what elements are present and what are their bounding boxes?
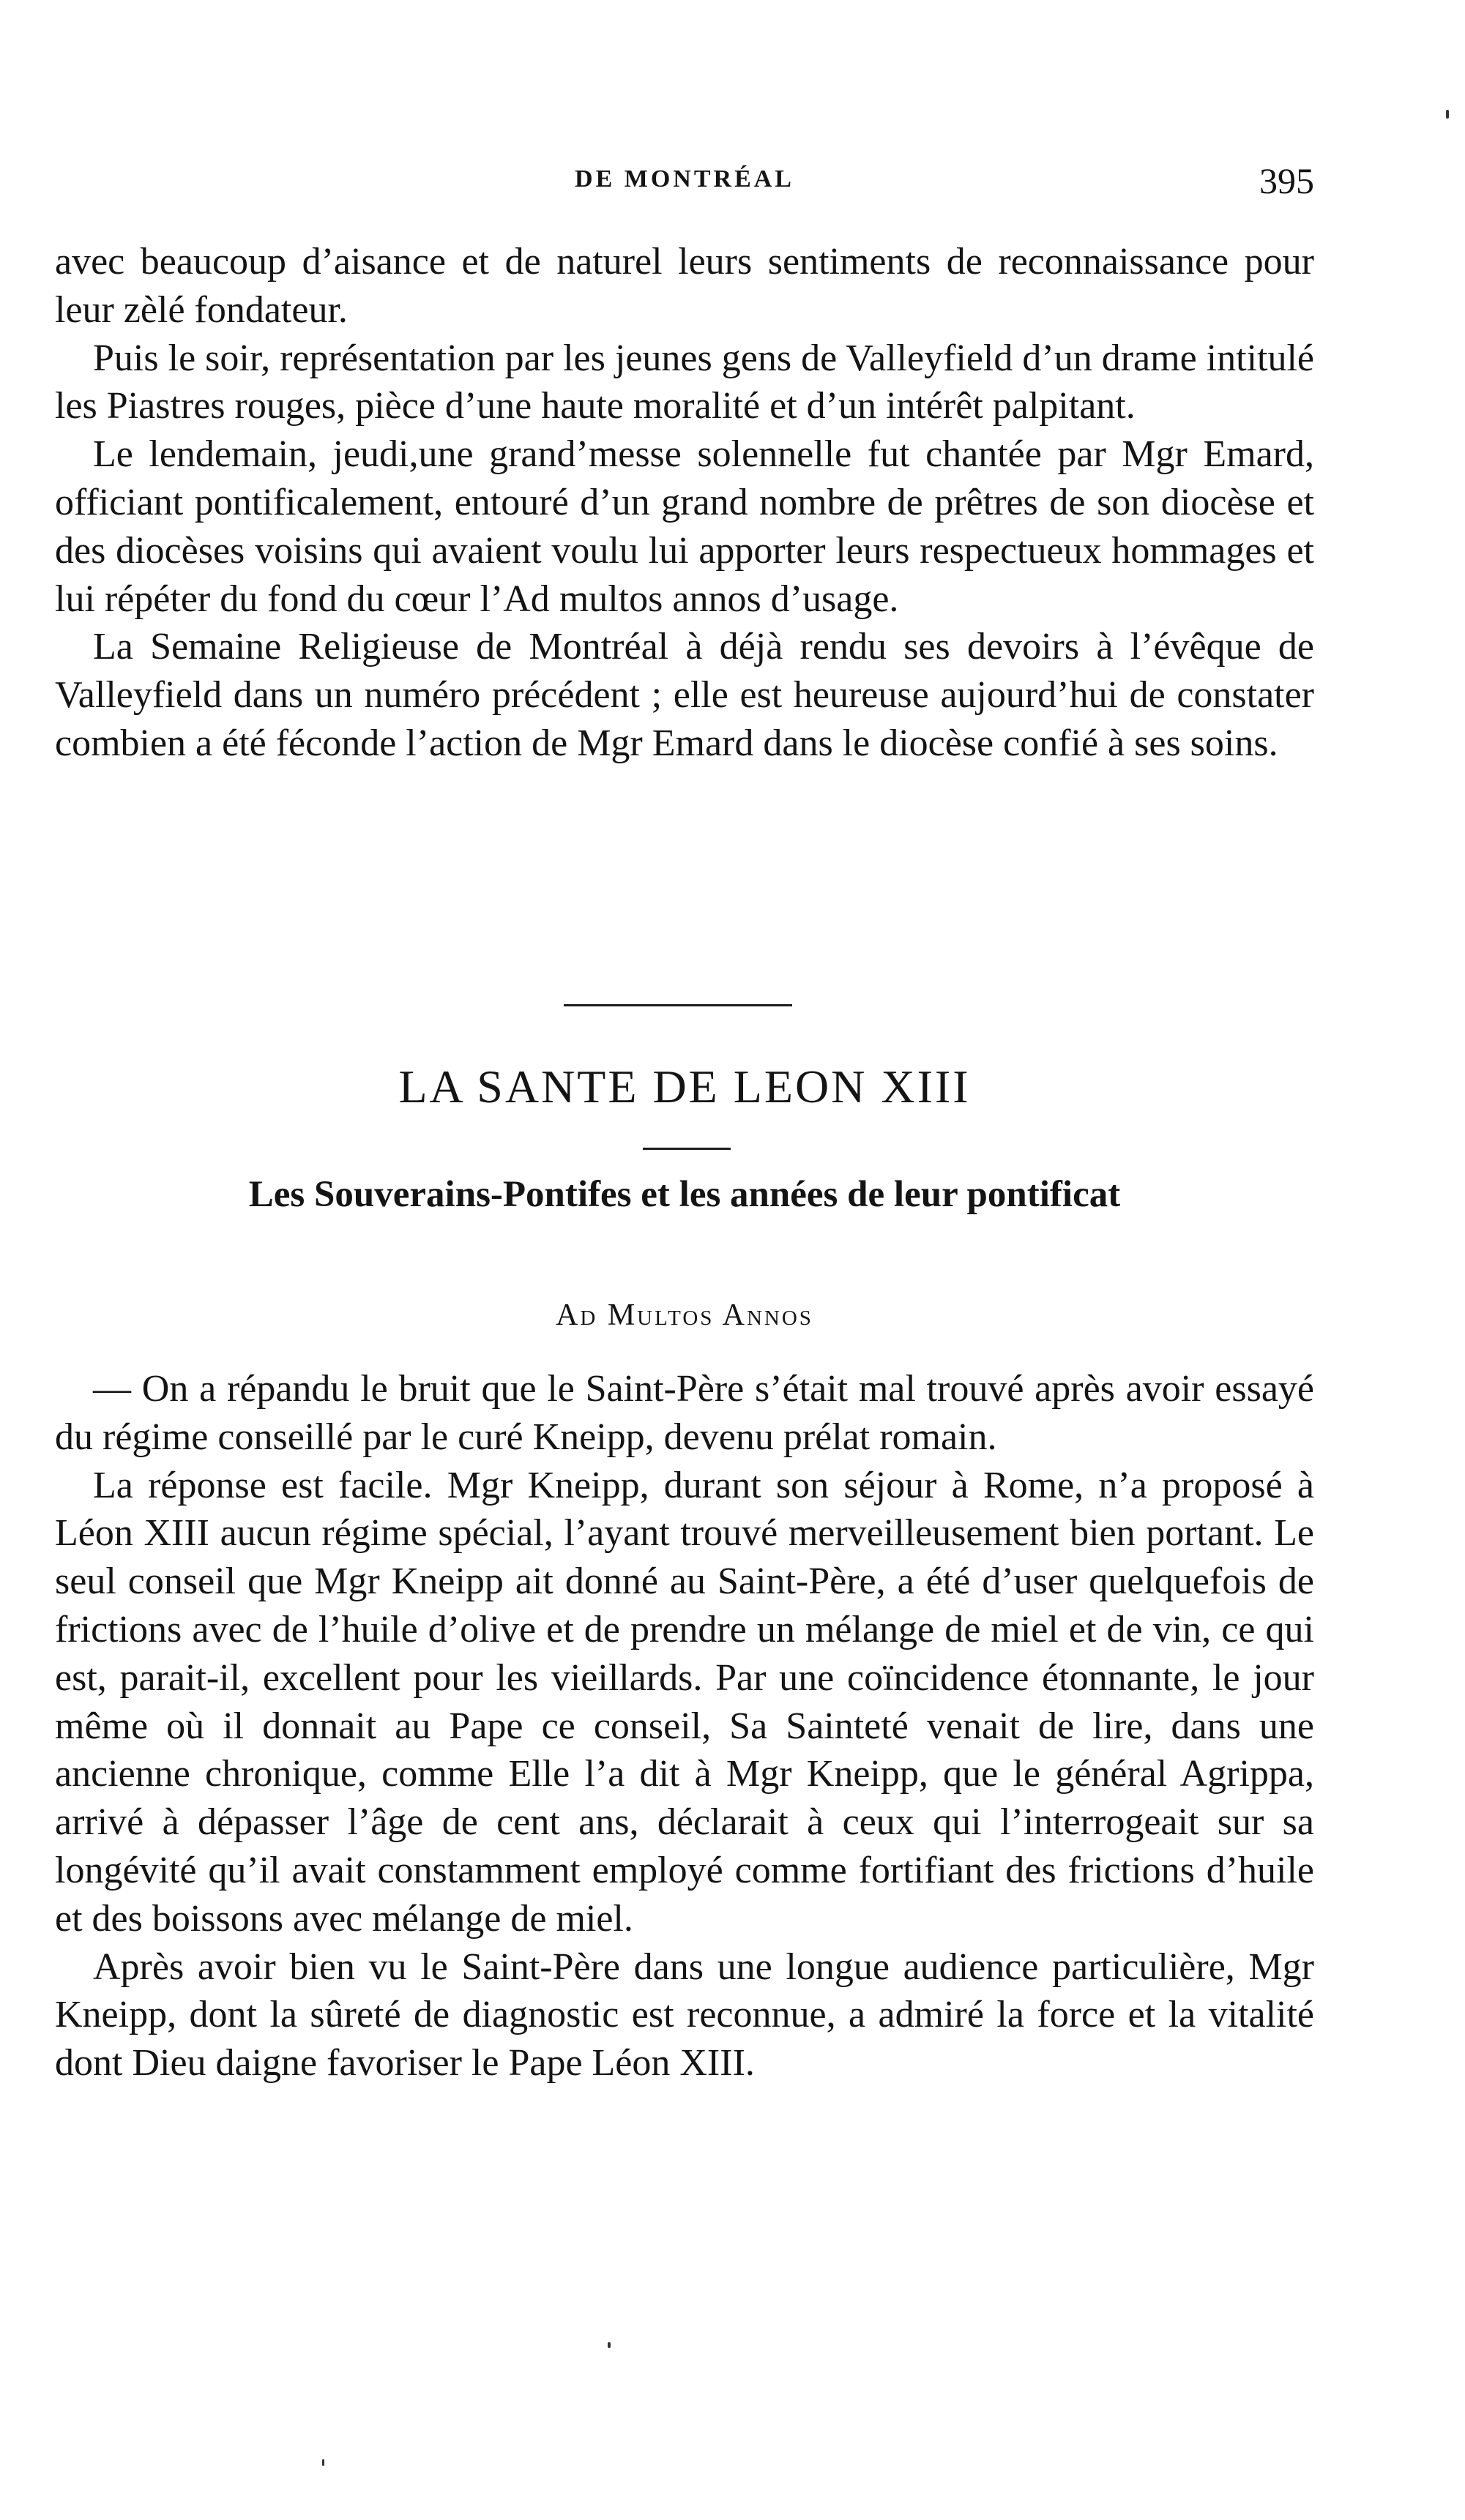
paragraph: Puis le soir, représentation par les jeunes gens de Valleyfield d’un drame intitulé les Piastres rouges, pièce d’une haute moralité et d’un intérêt palpitant.: [55, 337, 1314, 427]
scan-speck: [608, 2342, 611, 2348]
paragraph: Après avoir bien vu le Saint-Père dans une longue audience particulière, Mgr Kneipp, dont la sûreté de diagnostic est reconnue, a admiré la force et la vitalité dont Dieu daigne favoriser le Pape Léon XIII.: [55, 1945, 1314, 2085]
first-section: [55, 238, 1314, 768]
paragraph: La Semaine Religieuse de Montréal à déjà rendu ses devoirs à l’évêque de Valleyfield dans un numéro précédent ; elle est heureuse aujourd’hui de constater combien a été féconde l’action de Mgr Emard dans le diocèse confié à ses soins.: [55, 626, 1314, 764]
title-rule: [643, 1148, 731, 1150]
scan-speck: [322, 2459, 324, 2466]
paragraph: — On a répandu le bruit que le Saint-Père s’était mal trouvé après avoir essayé du régime conseillé par le curé Kneipp, devenu prélat romain.: [55, 1368, 1314, 1458]
running-head: [55, 160, 1314, 203]
section-divider: [564, 1004, 792, 1006]
running-head-title: DE MONTRÉAL: [575, 165, 794, 192]
paragraph: avec beaucoup d’aisance et de naturel leurs sentiments de reconnaissance pour leur zèlé fondateur.: [55, 241, 1314, 331]
epigraph: Ad Multos Annos: [556, 1298, 813, 1332]
article-subtitle: Les Souverains-Pontifes et les années de leur pontificat: [248, 1174, 1121, 1215]
article-body: [55, 1365, 1314, 2087]
paragraph: Le lendemain, jeudi,une grand’messe solennelle fut chantée par Mgr Emard, officiant pontificalement, entouré d’un grand nombre de prêtres de son diocèse et des diocèses voisins qui avaient voulu lui apporter leurs respectueux hommages et lui répéter du fond du cœur l’Ad multos annos d’usage.: [55, 433, 1314, 620]
scan-speck: [1446, 110, 1449, 119]
paragraph: La réponse est facile. Mgr Kneipp, durant son séjour à Rome, n’a proposé à Léon XIII aucun régime spécial, l’ayant trouvé merveilleusement bien portant. Le seul conseil que Mgr Kneipp ait donné au Saint-Père, a été d’user quelquefois de frictions avec de l’huile d’olive et de prendre un mélange de miel et de vin, ce qui est, parait-il, excellent pour les vieillards. Par une coïncidence étonnante, le jour même où il donnait au Pape ce conseil, Sa Sainteté venait de lire, dans une ancienne chronique, comme Elle l’a dit à Mgr Kneipp, que le général Agrippa, arrivé à dépasser l’âge de cent ans, déclarait à ceux qui l’interrogeait sur sa longévité qu’il avait constamment employé comme fortifiant des frictions d’huile et des boissons avec mélange de miel.: [55, 1464, 1314, 1940]
page-number: 395: [1259, 160, 1314, 201]
article-title: LA SANTE DE LEON XIII: [398, 1061, 971, 1113]
